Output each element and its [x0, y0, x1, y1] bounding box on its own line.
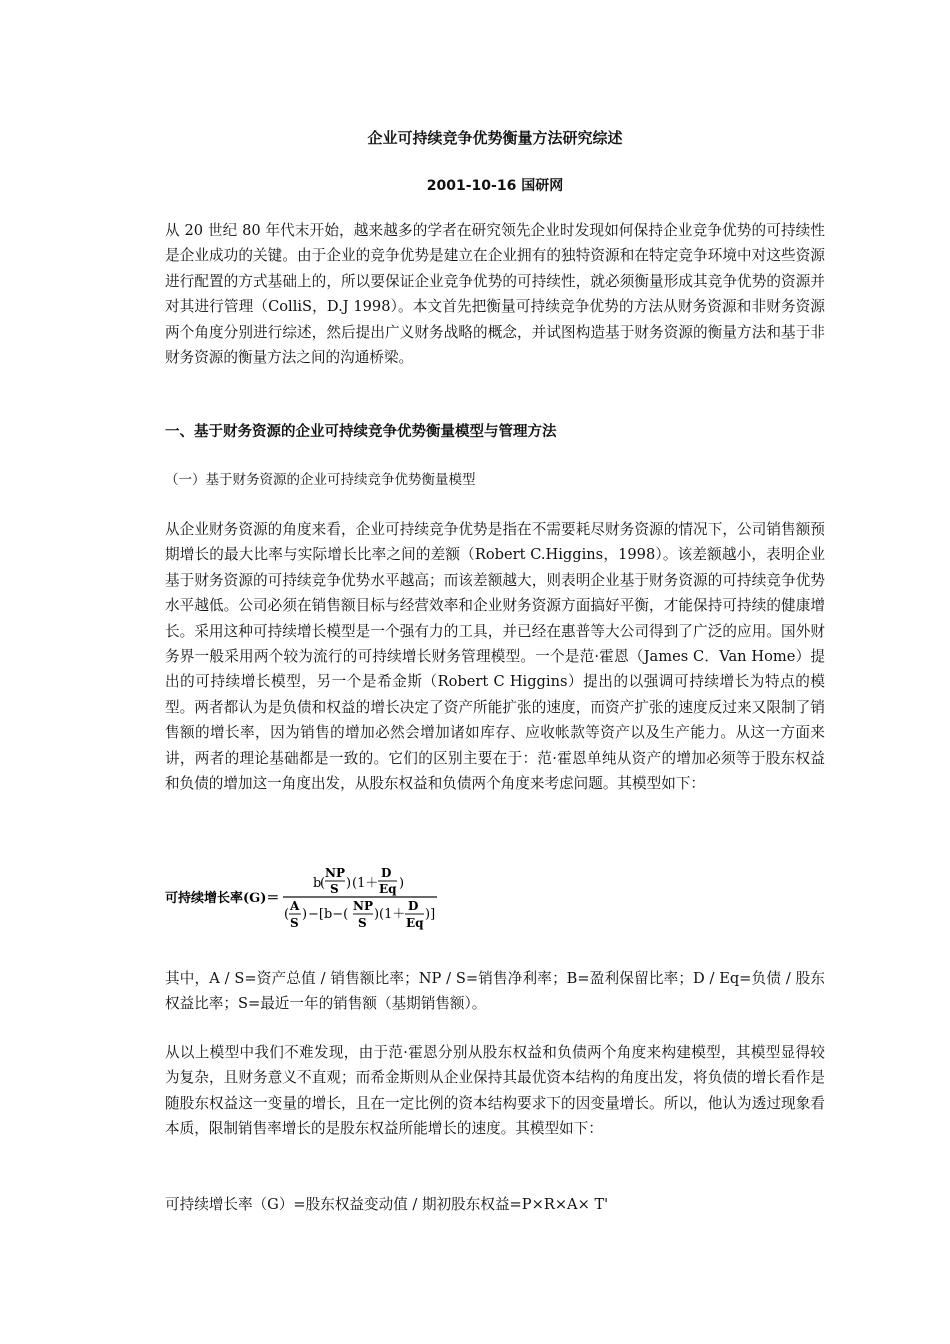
formula-den-oneplus: (1＋ [379, 907, 406, 922]
formula-den-minus: −[b−( [308, 907, 349, 922]
compare-paragraph: 从以上模型中我们不难发现，由于范·霍恩分别从股东权益和负债两个角度来构建模型，其模型显得较为复杂，且财务意义不直观；而希金斯则从企业保持其最优资本结构的角度出发，将负债的增长看作是随股东权益这一变量的增长，且在一定比例的资本结构要求下的因变量增长。所以，他认为透过现象看本质，限制销售率增长的是股东权益所能增长的速度。其模型如下： [165, 1044, 825, 1138]
formula-den-d: D [408, 899, 419, 913]
formula-num-close: ) [346, 876, 352, 891]
formula-num-eq: Eq [379, 882, 397, 896]
formula-den-a: A [290, 899, 300, 913]
document-title: 企业可持续竞争优势衡量方法研究综述 [367, 129, 623, 147]
where-paragraph: 其中，A / S=资产总值 / 销售额比率；NP / S=销售净利率；B=盈利保留比率；D / Eq=负债 / 股东权益比率；S=最近一年的销售额（基期销售额）。 [165, 970, 825, 1013]
document-meta: 2001-10-16 国研网 [426, 178, 564, 194]
intro-paragraph: 从 20 世纪 80 年代末开始，越来越多的学者在研究领先企业时发现如何保持企业竞争优势的可持续性是企业成功的关键。由于企业的竞争优势是建立在企业拥有的独特资源和在特定竞争环境中对这些资源进行配置的方式基础上的，所以要保证企业竞争优势的可持续性，就必须衡量形成其竞争优势的资源并对其进行管理（ColliS，D.J 1998）。本文首先把衡量可持续竞争优势的方法从财务资源和非财务资源两个角度分别进行综述，然后提出广义财务战略的概念，并试图构造基于财务资源的衡量方法和基于非财务资源的衡量方法之间的沟通桥梁。 [165, 222, 825, 367]
formula-num-b: b [313, 876, 322, 891]
formula-den-open: ( [284, 907, 290, 922]
formula-den-np: NP [353, 899, 373, 913]
formula-lhs: 可持续增长率(G)＝ [165, 891, 280, 906]
formula-num-open: ( [320, 876, 326, 891]
sustainable-growth-formula [165, 860, 455, 932]
subsection-1-heading: （一）基于财务资源的企业可持续竞争优势衡量模型 [165, 472, 476, 488]
formula-den-close2: ) [374, 907, 380, 922]
last-paragraph: 可持续增长率（G）=股东权益变动值 / 期初股东权益=P×R×A× T' [165, 1196, 609, 1213]
formula-num-s: S [330, 882, 339, 896]
formula-den-s: S [290, 916, 299, 930]
model-paragraph: 从企业财务资源的角度来看，企业可持续竞争优势是指在不需要耗尽财务资源的情况下，公司销售额预期增长的最大比率与实际增长比率之间的差额（Robert C.Higgins，1998）。该差额越小，表明企业基于财务资源的可持续竞争优势水平越高；而该差额越大，则表明企业基于财务资源的可持续竞争优势水平越低。公司必须在销售额目标与经营效率和企业财务资源方面搞好平衡，才能保持可持续的健康增长。采用这种可持续增长模型是一个强有力的工具，并已经在惠普等大公司得到了广泛的应用。国外财务界一般采用两个较为流行的可持续增长财务管理模型。一个是范·霍恩（James C．Van Home）提出的可持续增长模型，另一个是希金斯（Robert C Higgins）提出的以强调可持续增长为特点的模型。两者都认为是负债和权益的增长决定了资产所能扩张的速度，而资产扩张的速度反过来又限制了销售额的增长率，因为销售的增加必然会增加诸如库存、应收帐款等资产以及生产能力。从这一方面来讲，两者的理论基础都是一致的。它们的区别主要在于：范·霍恩单纯从资产的增加必须等于股东权益和负债的增加这一角度出发，从股东权益和负债两个角度来考虑问题。其模型如下： [165, 521, 825, 793]
formula-den-s2: S [358, 916, 367, 930]
formula-num-np: NP [325, 866, 345, 880]
formula-den-end: )] [425, 907, 436, 922]
section-1-heading: 一、基于财务资源的企业可持续竞争优势衡量模型与管理方法 [165, 424, 557, 440]
formula-num-d: D [381, 866, 392, 880]
formula-den-close: ) [302, 907, 308, 922]
formula-den-eq: Eq [406, 916, 424, 930]
formula-num-oneplus: (1＋ [352, 876, 379, 891]
formula-num-end: ) [399, 876, 405, 891]
